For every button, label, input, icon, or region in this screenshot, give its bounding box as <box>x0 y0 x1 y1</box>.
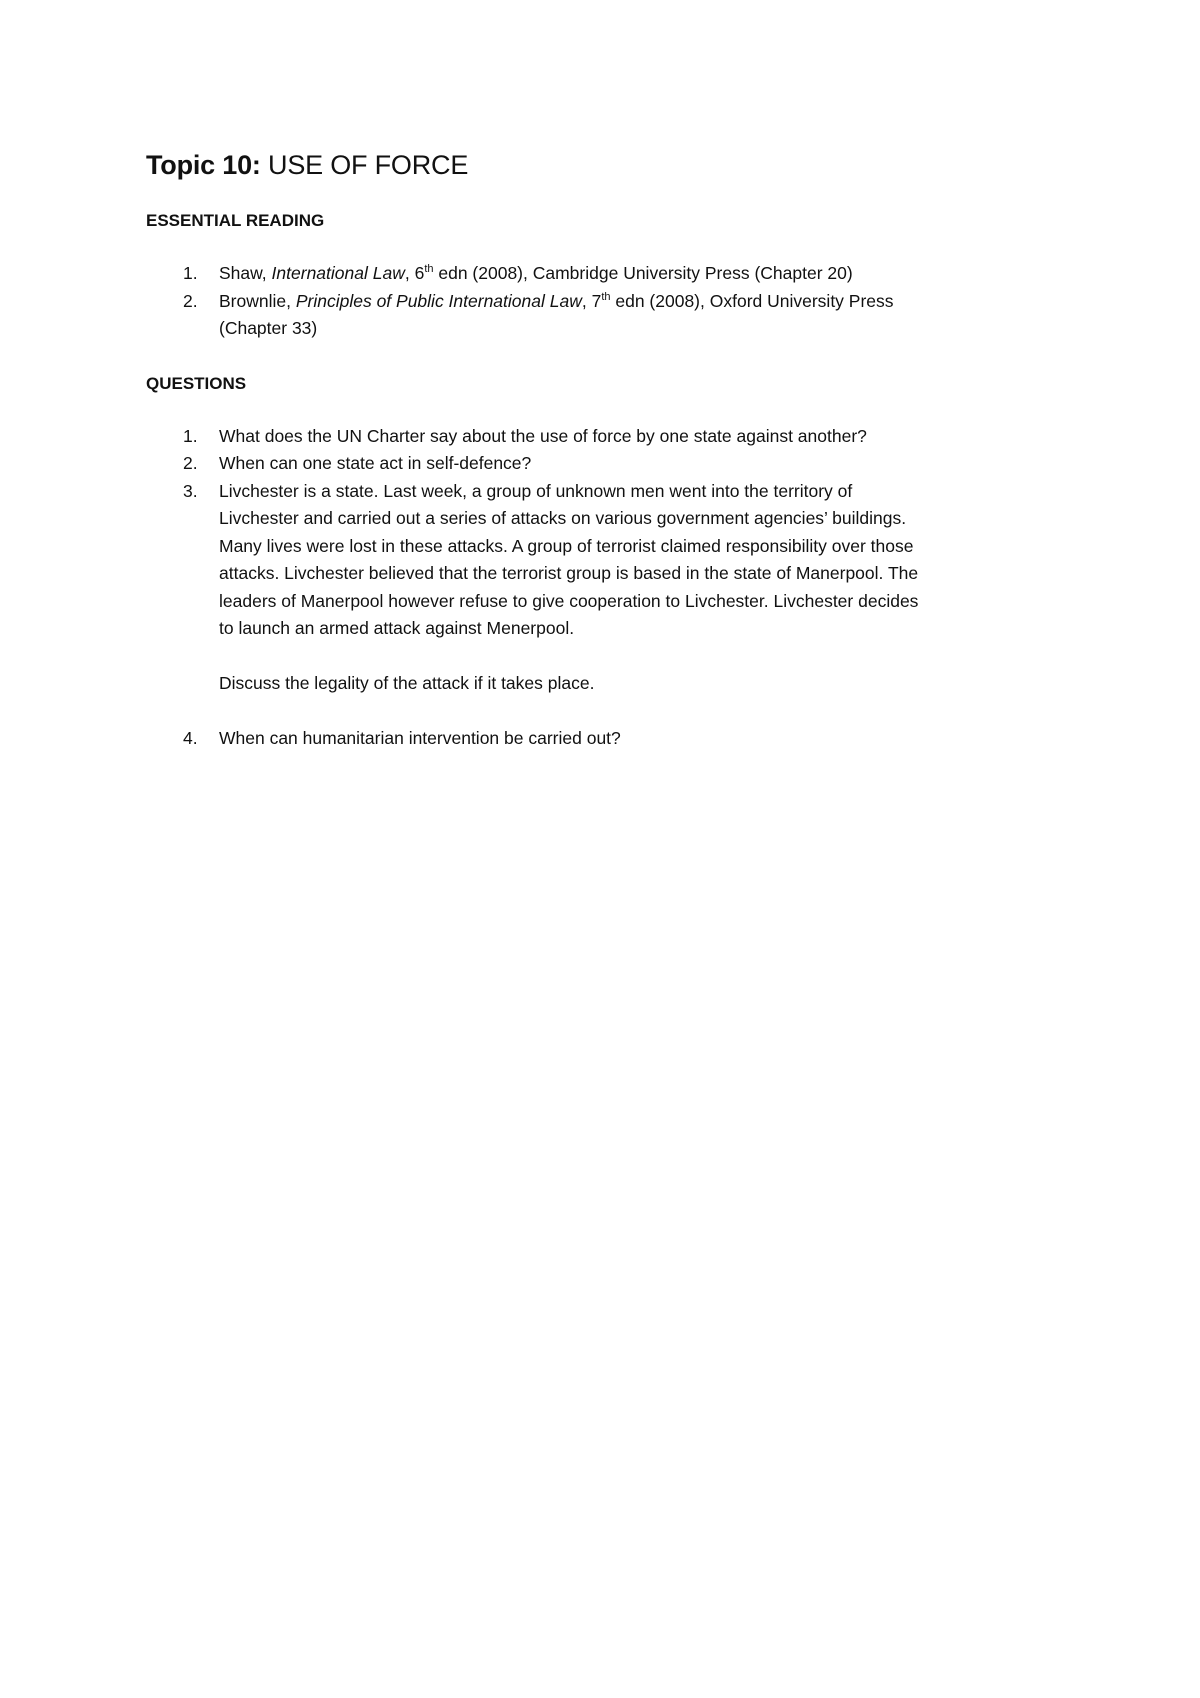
question-item <box>146 478 1066 698</box>
question-number: 3. <box>183 480 198 501</box>
reading-edition-sup: th <box>424 263 434 276</box>
question-text-line: Many lives were lost in these attacks. A group of terrorist claimed responsibility over those <box>219 535 914 556</box>
reading-item <box>146 260 1066 288</box>
reading-work-title: Principles of Public International Law <box>295 290 582 311</box>
question-text: When can humanitarian intervention be carried out? <box>219 728 621 748</box>
essential-reading-heading: ESSENTIAL READING <box>146 211 325 230</box>
question-text-line: Livchester and carried out a series of attacks on various government agencies’ buildings. <box>219 508 907 528</box>
reading-item-number: 1. <box>183 263 198 283</box>
question-text-line: leaders of Manerpool however refuse to give cooperation to Livchester. Livchester decides <box>219 590 919 611</box>
reading-edition-sup: th <box>601 290 611 303</box>
reading-author: Brownlie, <box>219 290 296 311</box>
reading-author: Shaw, <box>219 263 272 283</box>
question-text-line: to launch an armed attack against Menerpool. <box>219 618 575 638</box>
reading-edition: , 7 <box>581 290 602 311</box>
question-item <box>146 423 1066 451</box>
reading-item <box>146 288 1066 343</box>
question-number: 2. <box>183 453 198 473</box>
question-number: 1. <box>183 425 198 446</box>
question-text-line: Livchester is a state. Last week, a group of unknown men went into the territory of <box>219 480 853 501</box>
reading-details: edn (2008), Oxford University Press <box>610 290 894 311</box>
question-text-line: attacks. Livchester believed that the terrorist group is based in the state of Manerpool. The <box>219 563 919 583</box>
question-discuss-prompt: Discuss the legality of the attack if it takes place. <box>219 673 595 693</box>
reading-edition: , 6 <box>404 263 425 283</box>
question-item <box>146 725 1066 753</box>
questions-list <box>146 423 1066 753</box>
essential-reading-list <box>146 260 1066 343</box>
page-title <box>146 148 1066 182</box>
paragraph-gap <box>219 643 1066 671</box>
question-number: 4. <box>183 728 198 748</box>
page-title-rest: USE OF FORCE <box>260 150 469 180</box>
document-content <box>146 148 1066 753</box>
question-item <box>146 450 1066 478</box>
reading-details-line2: (Chapter 33) <box>219 318 318 338</box>
reading-details: edn (2008), Cambridge University Press (Chapter 20) <box>433 263 853 283</box>
reading-work-title: International Law <box>271 263 405 283</box>
reading-item-number: 2. <box>183 290 198 311</box>
question-text: When can one state act in self-defence? <box>219 453 532 473</box>
page-title-lead: Topic 10: <box>146 150 261 180</box>
questions-heading: QUESTIONS <box>146 373 247 393</box>
question-text: What does the UN Charter say about the use of force by one state against another? <box>219 425 867 446</box>
